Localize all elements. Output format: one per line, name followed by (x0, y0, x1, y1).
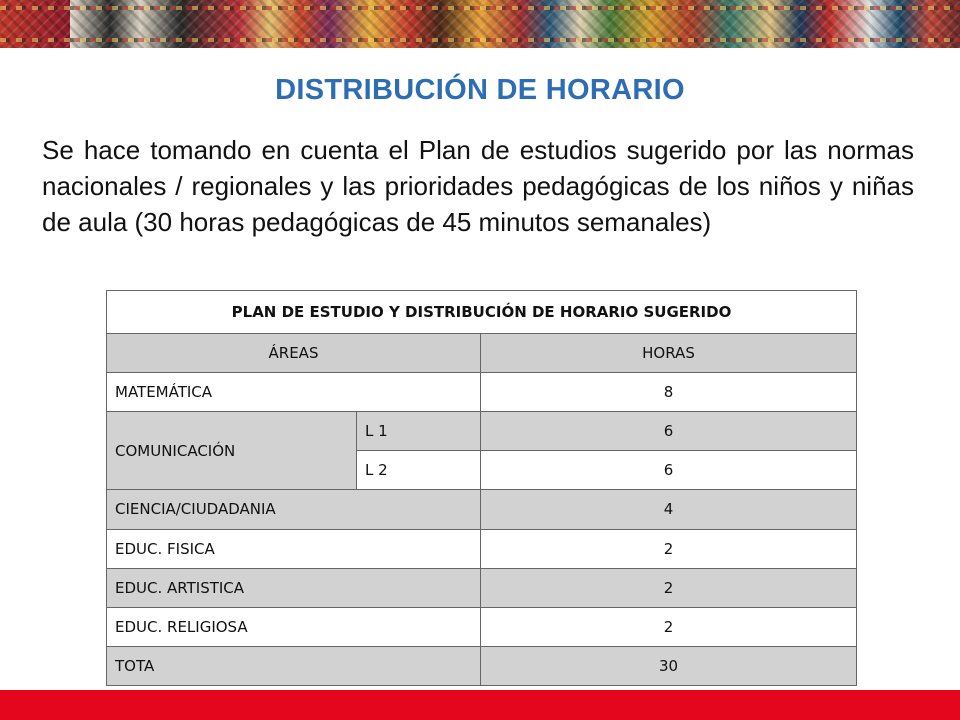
hours-cell: 2 (481, 529, 857, 568)
banner-stripe (0, 38, 960, 42)
hours-cell: 2 (481, 568, 857, 607)
subarea-cell: L 2 (357, 451, 481, 490)
hours-cell: 8 (481, 373, 857, 412)
hours-cell: 30 (481, 646, 857, 685)
table-caption: PLAN DE ESTUDIO Y DISTRIBUCIÓN DE HORARIO SUGERIDO (107, 291, 857, 334)
header-horas: HORAS (481, 334, 857, 373)
area-cell: TOTA (107, 646, 481, 685)
table-row (107, 607, 857, 646)
header-areas: ÁREAS (107, 334, 481, 373)
table-row (107, 412, 857, 451)
table-row (107, 373, 857, 412)
schedule-table (106, 290, 857, 686)
hours-cell: 4 (481, 490, 857, 529)
area-cell: EDUC. RELIGIOSA (107, 607, 481, 646)
slide-title: DISTRIBUCIÓN DE HORARIO (275, 74, 685, 106)
table-row (107, 529, 857, 568)
table-row (107, 646, 857, 685)
textile-banner (0, 0, 960, 48)
hours-cell: 6 (481, 412, 857, 451)
subarea-cell: L 1 (357, 412, 481, 451)
banner-stripe (0, 6, 960, 10)
hours-cell: 2 (481, 607, 857, 646)
table-row (107, 568, 857, 607)
table-caption-row (107, 291, 857, 334)
area-cell: EDUC. ARTISTICA (107, 568, 481, 607)
hours-cell: 6 (481, 451, 857, 490)
area-cell: EDUC. FISICA (107, 529, 481, 568)
bottom-accent-bar (0, 690, 960, 720)
area-cell: CIENCIA/CIUDADANIA (107, 490, 481, 529)
intro-paragraph: Se hace tomando en cuenta el Plan de estudios sugerido por las normas nacionales / regionales y las prioridades pedagógicas de los niños y niñas de aula (30 horas pedagógicas de 45 minutos semanales) (42, 135, 914, 237)
area-cell: COMUNICACIÓN (107, 412, 357, 490)
table-row (107, 490, 857, 529)
table-header-row (107, 334, 857, 373)
area-cell: MATEMÁTICA (107, 373, 481, 412)
